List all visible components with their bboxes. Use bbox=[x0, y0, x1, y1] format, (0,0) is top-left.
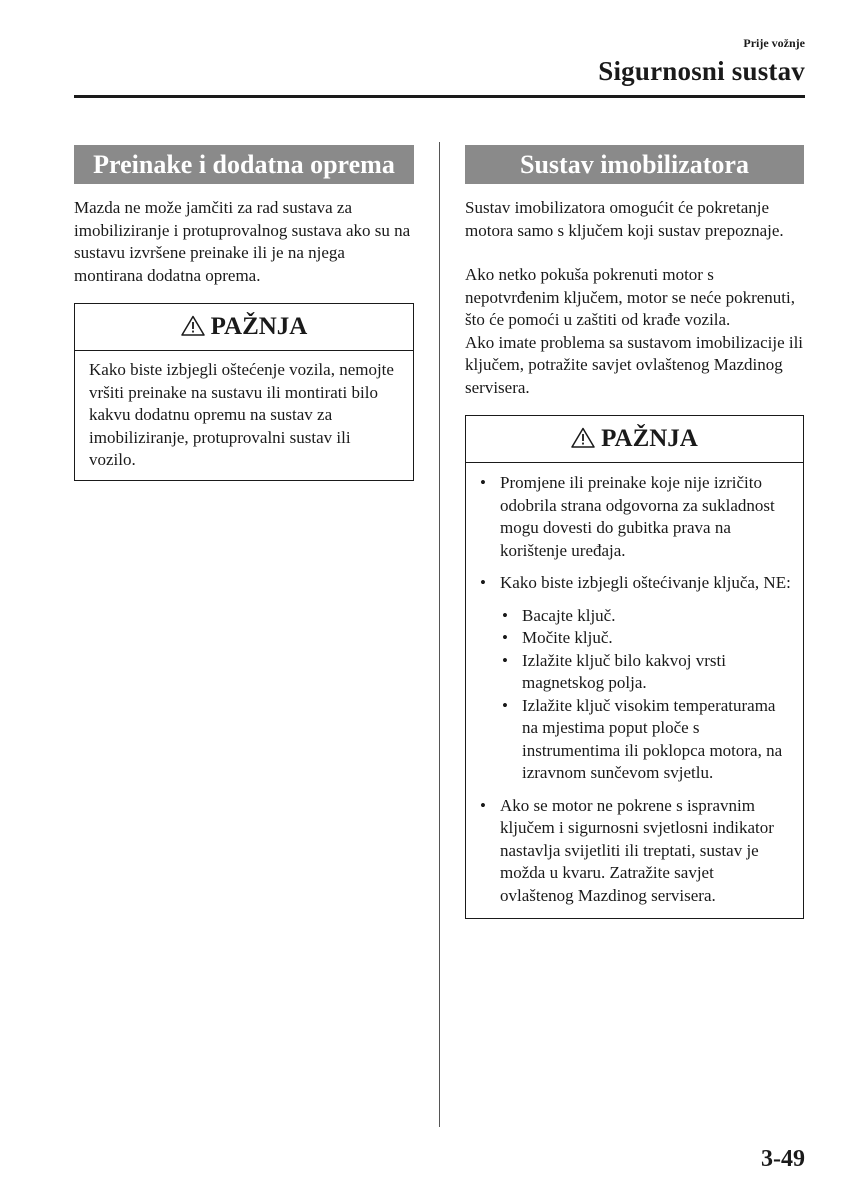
sub-list-item bbox=[500, 650, 791, 695]
column-divider bbox=[439, 142, 440, 1127]
list-item bbox=[478, 572, 791, 785]
caution-box bbox=[465, 415, 804, 919]
caution-item-text: Kako biste izbjegli oštećivanje ključa, NE: bbox=[500, 573, 791, 592]
section-heading-immobilizer: Sustav imobilizatora bbox=[465, 145, 804, 184]
section-label: Prije vožnje bbox=[743, 36, 805, 50]
warning-triangle-icon bbox=[571, 418, 595, 464]
caution-title: PAŽNJA bbox=[210, 313, 308, 340]
caution-list-body bbox=[466, 463, 803, 918]
list-item bbox=[478, 795, 791, 908]
caution-header bbox=[466, 416, 803, 463]
left-column bbox=[74, 145, 414, 481]
header-rule bbox=[74, 95, 805, 98]
caution-box bbox=[74, 303, 414, 481]
caution-title: PAŽNJA bbox=[601, 425, 698, 452]
immobilizer-paragraph-2: Ako netko pokuša pokrenuti motor s nepotvrđenim ključem, motor se neće pokrenuti, što će pomoći u zaštiti od krađe vozila. bbox=[465, 265, 795, 329]
page-number: 3-49 bbox=[761, 1146, 805, 1172]
caution-item-text: Ako se motor ne pokrene s ispravnim ključem i sigurnosni svjetlosni indikator nastavlja svijetliti ili treptati, sustav je možda u kvaru. Zatražite savjet ovlaštenog Mazdinog servisera. bbox=[500, 795, 774, 905]
sub-list-item bbox=[500, 605, 791, 628]
caution-sub-item-text: Izlažite ključ visokim temperaturama na mjestima poput ploče s instrumentima ili poklopca motora, na izravnom sunčevom svjetlu. bbox=[522, 695, 783, 782]
list-item bbox=[478, 472, 791, 562]
caution-sub-item-text: Močite ključ. bbox=[522, 628, 613, 647]
sub-list-item bbox=[500, 627, 791, 650]
immobilizer-paragraph-1: Sustav imobilizatora omogućit će pokretanje motora samo s ključem koji sustav prepoznaje. bbox=[465, 198, 784, 240]
modifications-paragraph: Mazda ne može jamčiti za rad sustava za imobiliziranje i protuprovalnog sustava ako su na sustavu izvršene preinake ili je na njega montirana dodatna oprema. bbox=[74, 198, 411, 285]
immobilizer-paragraph-3: Ako imate problema sa sustavom imobilizacije ili ključem, potražite savjet ovlaštenog Mazdinog servisera. bbox=[465, 332, 804, 397]
page-title: Sigurnosni sustav bbox=[598, 56, 805, 86]
caution-sub-item-text: Bacajte ključ. bbox=[522, 605, 616, 625]
section-heading-modifications: Preinake i dodatna oprema bbox=[74, 145, 414, 184]
sub-list-item bbox=[500, 695, 791, 785]
caution-list bbox=[478, 472, 791, 907]
caution-text: Kako biste izbjegli oštećenje vozila, nemojte vršiti preinake na sustavu ili montirati bilo kakvu dodatnu opremu na sustav za imobiliziranje, protuprovalni sustav ili vozilo. bbox=[89, 360, 394, 469]
caution-sub-item-text: Izlažite ključ bilo kakvoj vrsti magnetskog polja. bbox=[522, 650, 726, 692]
warning-triangle-icon bbox=[181, 306, 205, 352]
caution-sub-list bbox=[500, 605, 791, 785]
right-column bbox=[465, 145, 804, 919]
caution-item-text: Promjene ili preinake koje nije izričito odobrila strana odgovorna za sukladnost mogu dovesti do gubitka prava na korištenje uređaja. bbox=[500, 473, 775, 560]
caution-header bbox=[75, 304, 413, 351]
